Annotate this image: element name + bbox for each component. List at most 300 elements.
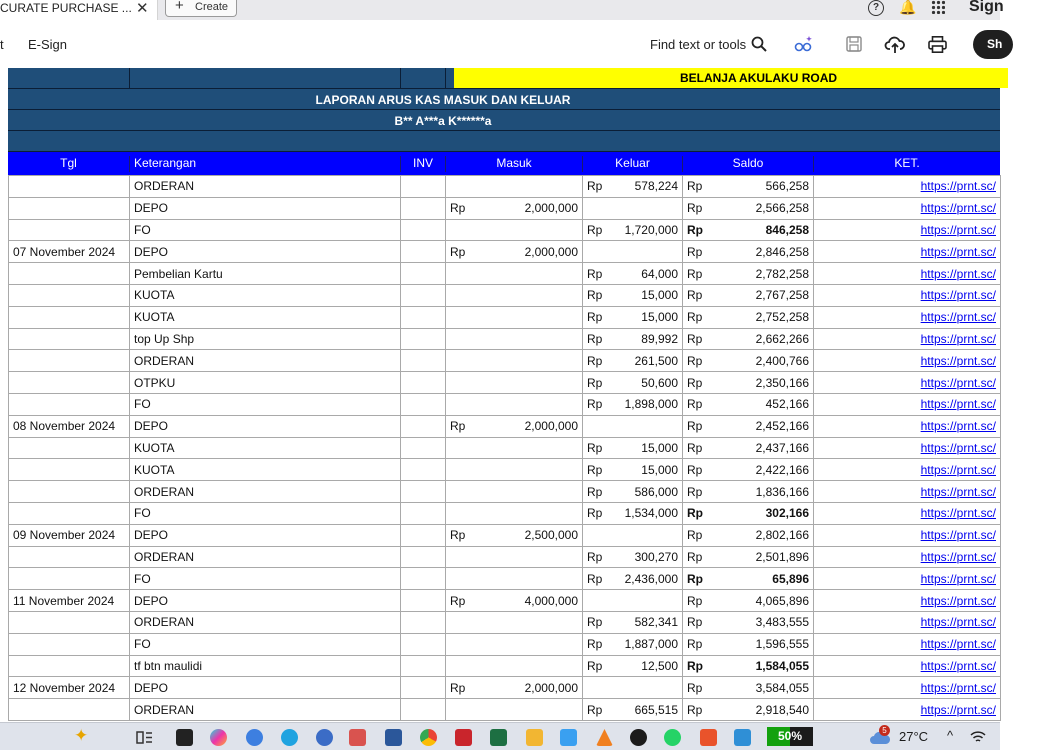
cell-keluar-currency: Rp: [583, 306, 619, 328]
cell-masuk[interactable]: 2,000,000: [482, 197, 583, 219]
menu-item-esign[interactable]: E-Sign: [28, 37, 68, 52]
cell-masuk-currency: Rp: [446, 241, 482, 263]
cell-ket[interactable]: [814, 502, 1001, 524]
cell-masuk-currency: Rp: [446, 524, 482, 546]
app-orange-icon[interactable]: [700, 729, 717, 746]
cell-saldo-currency: Rp: [683, 524, 721, 546]
cell-saldo[interactable]: 2,452,166: [721, 415, 814, 437]
cell-saldo[interactable]: 2,400,766: [721, 350, 814, 372]
screenshot-link[interactable]: https://prnt.sc/: [920, 484, 996, 499]
cell-ket[interactable]: [814, 633, 1001, 655]
cell-masuk[interactable]: 2,000,000: [482, 415, 583, 437]
cell-masuk-currency: [446, 306, 482, 328]
cell-keterangan[interactable]: ORDERAN: [130, 481, 401, 503]
cell-saldo-currency: Rp: [683, 350, 721, 372]
cell-saldo[interactable]: 2,782,258: [721, 263, 814, 285]
sign-in-link[interactable]: Sign: [969, 0, 1004, 15]
cell-keterangan[interactable]: tf btn maulidi: [130, 655, 401, 677]
cell-inv[interactable]: [401, 481, 446, 503]
cell-inv[interactable]: [401, 328, 446, 350]
cell-keterangan[interactable]: FO: [130, 633, 401, 655]
screenshot-link[interactable]: https://prnt.sc/: [920, 397, 996, 412]
column-header-inv: INV: [400, 156, 445, 172]
cell-tgl[interactable]: 09 November 2024: [9, 524, 130, 546]
cell-ket[interactable]: [814, 590, 1001, 612]
share-button-label: Sh: [987, 37, 1003, 51]
app-red-icon[interactable]: [349, 729, 366, 746]
table-row: [9, 459, 1001, 481]
table-row: [9, 241, 1001, 263]
cell-tgl[interactable]: [9, 263, 130, 285]
cell-keluar[interactable]: [619, 524, 683, 546]
cell-keluar[interactable]: 15,000: [619, 459, 683, 481]
find-tools-label[interactable]: Find text or tools: [650, 37, 747, 52]
task-view-icon[interactable]: [136, 729, 153, 746]
screenshot-link[interactable]: https://prnt.sc/: [920, 506, 996, 521]
cell-saldo[interactable]: 2,437,166: [721, 437, 814, 459]
cell-tgl[interactable]: [9, 611, 130, 633]
screenshot-link[interactable]: https://prnt.sc/: [920, 658, 996, 673]
media-player-icon[interactable]: [630, 729, 647, 746]
cell-tgl[interactable]: [9, 655, 130, 677]
ai-assistant-icon[interactable]: [794, 35, 814, 54]
cell-inv[interactable]: [401, 611, 446, 633]
banner-title: BELANJA AKULAKU ROAD: [679, 71, 838, 85]
cell-ket[interactable]: [814, 459, 1001, 481]
table-row: [9, 502, 1001, 524]
cell-masuk-currency: [446, 328, 482, 350]
cell-keterangan[interactable]: ORDERAN: [130, 176, 401, 198]
cell-keluar[interactable]: 15,000: [619, 306, 683, 328]
cell-ket[interactable]: [814, 306, 1001, 328]
cell-tgl[interactable]: [9, 633, 130, 655]
cell-inv[interactable]: [401, 633, 446, 655]
cell-saldo[interactable]: 65,896: [721, 568, 814, 590]
cell-saldo[interactable]: 566,258: [721, 176, 814, 198]
table-row: [9, 306, 1001, 328]
cloud-upload-icon[interactable]: [885, 35, 905, 54]
cell-saldo[interactable]: 1,836,166: [721, 481, 814, 503]
photos-icon[interactable]: [734, 729, 751, 746]
cell-keterangan[interactable]: KUOTA: [130, 306, 401, 328]
print-icon[interactable]: [928, 36, 947, 53]
screenshot-link[interactable]: https://prnt.sc/: [920, 244, 996, 259]
screenshot-link[interactable]: https://prnt.sc/: [920, 549, 996, 564]
cell-tgl[interactable]: [9, 437, 130, 459]
cell-inv[interactable]: [401, 699, 446, 721]
cell-keterangan[interactable]: FO: [130, 502, 401, 524]
battery-indicator[interactable]: [767, 727, 813, 746]
column-divider: [445, 68, 446, 89]
cell-ket[interactable]: [814, 437, 1001, 459]
screenshot-link[interactable]: https://prnt.sc/: [920, 310, 996, 325]
cell-saldo-currency: Rp: [683, 328, 721, 350]
internet-explorer-icon[interactable]: [281, 729, 298, 746]
cell-keluar-currency: Rp: [583, 459, 619, 481]
cell-saldo-currency: Rp: [683, 611, 721, 633]
cell-keluar[interactable]: 1,534,000: [619, 502, 683, 524]
screenshot-link[interactable]: https://prnt.sc/: [920, 440, 996, 455]
cell-masuk[interactable]: 2,000,000: [482, 677, 583, 699]
cell-keluar[interactable]: [619, 241, 683, 263]
cell-saldo[interactable]: 302,166: [721, 502, 814, 524]
table-row: [9, 372, 1001, 394]
cell-keterangan[interactable]: DEPO: [130, 415, 401, 437]
table-row: [9, 415, 1001, 437]
cell-inv[interactable]: [401, 590, 446, 612]
cell-saldo[interactable]: 2,802,166: [721, 524, 814, 546]
cell-ket[interactable]: [814, 393, 1001, 415]
banner-highlight: [454, 68, 1008, 88]
screenshot-link[interactable]: https://prnt.sc/: [920, 353, 996, 368]
cell-saldo-currency: Rp: [683, 372, 721, 394]
screenshot-link[interactable]: https://prnt.sc/: [920, 179, 996, 194]
screenshot-link[interactable]: https://prnt.sc/: [920, 331, 996, 346]
create-button[interactable]: [165, 0, 237, 17]
cell-masuk-currency: [446, 633, 482, 655]
cell-tgl[interactable]: [9, 197, 130, 219]
cell-tgl[interactable]: [9, 502, 130, 524]
cell-saldo-currency: Rp: [683, 415, 721, 437]
cell-saldo[interactable]: 2,662,266: [721, 328, 814, 350]
apps-grid-icon[interactable]: [931, 0, 945, 14]
file-explorer-icon[interactable]: [526, 729, 543, 746]
cell-tgl[interactable]: [9, 350, 130, 372]
cell-ket[interactable]: [814, 611, 1001, 633]
cell-inv[interactable]: [401, 372, 446, 394]
cell-ket[interactable]: [814, 655, 1001, 677]
cell-masuk[interactable]: 2,500,000: [482, 524, 583, 546]
menu-item-partial[interactable]: t: [0, 37, 4, 52]
cell-keluar[interactable]: 89,992: [619, 328, 683, 350]
screenshot-link[interactable]: https://prnt.sc/: [920, 637, 996, 652]
cell-keluar[interactable]: 300,270: [619, 546, 683, 568]
cell-ket[interactable]: [814, 699, 1001, 721]
temperature-text[interactable]: 27°C: [899, 729, 929, 744]
cell-keluar[interactable]: 1,898,000: [619, 393, 683, 415]
cell-tgl[interactable]: [9, 328, 130, 350]
cell-tgl[interactable]: [9, 699, 130, 721]
cell-keluar-currency: Rp: [583, 350, 619, 372]
cell-masuk[interactable]: [482, 611, 583, 633]
cell-keluar[interactable]: 12,500: [619, 655, 683, 677]
cell-masuk[interactable]: [482, 633, 583, 655]
cell-masuk[interactable]: [482, 437, 583, 459]
cell-inv[interactable]: [401, 502, 446, 524]
cell-keterangan[interactable]: ORDERAN: [130, 350, 401, 372]
cell-keluar[interactable]: 1,887,000: [619, 633, 683, 655]
cell-saldo[interactable]: 2,752,258: [721, 306, 814, 328]
notification-badge: 5: [879, 725, 890, 736]
cell-tgl[interactable]: 11 November 2024: [9, 590, 130, 612]
cell-tgl[interactable]: [9, 393, 130, 415]
wifi-icon[interactable]: [970, 729, 986, 745]
cell-tgl[interactable]: [9, 568, 130, 590]
cell-ket[interactable]: [814, 372, 1001, 394]
cell-masuk-currency: [446, 263, 482, 285]
table-row: [9, 263, 1001, 285]
cell-masuk-currency: [446, 546, 482, 568]
cell-masuk[interactable]: [482, 393, 583, 415]
cell-ket[interactable]: [814, 176, 1001, 198]
cell-keluar[interactable]: [619, 590, 683, 612]
cell-saldo-currency: Rp: [683, 197, 721, 219]
cell-masuk[interactable]: [482, 568, 583, 590]
screenshot-link[interactable]: https://prnt.sc/: [920, 571, 996, 586]
share-button[interactable]: [973, 30, 1013, 59]
cell-keluar-currency: Rp: [583, 263, 619, 285]
cell-keluar-currency: Rp: [583, 611, 619, 633]
table-row: [9, 284, 1001, 306]
cell-ket[interactable]: [814, 328, 1001, 350]
chevron-up-icon[interactable]: ^: [947, 728, 954, 743]
cell-keluar[interactable]: 586,000: [619, 481, 683, 503]
cell-keterangan[interactable]: FO: [130, 219, 401, 241]
cell-keterangan[interactable]: OTPKU: [130, 372, 401, 394]
cell-keluar-currency: Rp: [583, 633, 619, 655]
cell-keluar-currency: [583, 677, 619, 699]
cell-tgl[interactable]: [9, 306, 130, 328]
cell-keluar[interactable]: 15,000: [619, 284, 683, 306]
plus-icon: +: [175, 0, 184, 14]
cell-keterangan[interactable]: DEPO: [130, 197, 401, 219]
cell-inv[interactable]: [401, 655, 446, 677]
cell-tgl[interactable]: [9, 372, 130, 394]
cell-saldo[interactable]: 2,566,258: [721, 197, 814, 219]
table-row: [9, 655, 1001, 677]
excel-icon[interactable]: [490, 729, 507, 746]
cell-ket[interactable]: [814, 546, 1001, 568]
cell-keterangan[interactable]: KUOTA: [130, 459, 401, 481]
save-icon[interactable]: [846, 36, 862, 52]
cell-ket[interactable]: [814, 568, 1001, 590]
screenshot-link[interactable]: https://prnt.sc/: [920, 266, 996, 281]
cell-keluar[interactable]: 582,341: [619, 611, 683, 633]
cell-keterangan[interactable]: ORDERAN: [130, 699, 401, 721]
cell-tgl[interactable]: [9, 284, 130, 306]
cell-inv[interactable]: [401, 568, 446, 590]
cell-masuk-currency: [446, 393, 482, 415]
cell-saldo[interactable]: 2,767,258: [721, 284, 814, 306]
search-icon[interactable]: [751, 36, 767, 52]
cell-masuk[interactable]: 4,000,000: [482, 590, 583, 612]
cell-masuk[interactable]: [482, 481, 583, 503]
cell-ket[interactable]: [814, 415, 1001, 437]
cell-keluar[interactable]: 665,515: [619, 699, 683, 721]
screenshot-link[interactable]: https://prnt.sc/: [920, 419, 996, 434]
word-icon[interactable]: [385, 729, 402, 746]
cell-keterangan[interactable]: top Up Shp: [130, 328, 401, 350]
cell-inv[interactable]: [401, 350, 446, 372]
cell-keterangan[interactable]: DEPO: [130, 590, 401, 612]
cell-masuk[interactable]: [482, 176, 583, 198]
app-files-icon[interactable]: [560, 729, 577, 746]
cell-saldo[interactable]: 846,258: [721, 219, 814, 241]
cell-keluar[interactable]: 2,436,000: [619, 568, 683, 590]
cell-masuk-currency: Rp: [446, 590, 482, 612]
cell-masuk[interactable]: [482, 372, 583, 394]
cell-inv[interactable]: [401, 524, 446, 546]
cell-saldo-currency: Rp: [683, 677, 721, 699]
cell-saldo[interactable]: 2,501,896: [721, 546, 814, 568]
cell-tgl[interactable]: 12 November 2024: [9, 677, 130, 699]
cell-masuk[interactable]: [482, 655, 583, 677]
cell-ket[interactable]: [814, 241, 1001, 263]
cell-masuk[interactable]: [482, 328, 583, 350]
cell-masuk[interactable]: [482, 263, 583, 285]
cell-inv[interactable]: [401, 415, 446, 437]
cell-keterangan[interactable]: KUOTA: [130, 437, 401, 459]
table-row: [9, 437, 1001, 459]
cell-ket[interactable]: [814, 350, 1001, 372]
cell-saldo-currency: Rp: [683, 481, 721, 503]
cell-keluar[interactable]: 1,720,000: [619, 219, 683, 241]
cell-masuk-currency: [446, 655, 482, 677]
cell-tgl[interactable]: [9, 481, 130, 503]
cell-saldo[interactable]: 1,596,555: [721, 633, 814, 655]
screenshot-link[interactable]: https://prnt.sc/: [920, 615, 996, 630]
cell-masuk[interactable]: [482, 350, 583, 372]
app-e-icon[interactable]: [316, 729, 333, 746]
cell-tgl[interactable]: [9, 459, 130, 481]
cell-keluar[interactable]: [619, 197, 683, 219]
cell-inv[interactable]: [401, 197, 446, 219]
screenshot-link[interactable]: https://prnt.sc/: [920, 222, 996, 237]
screenshot-link[interactable]: https://prnt.sc/: [920, 593, 996, 608]
chrome-icon[interactable]: [420, 729, 437, 746]
cell-saldo[interactable]: 2,422,166: [721, 459, 814, 481]
cell-masuk-currency: [446, 611, 482, 633]
screenshot-link[interactable]: https://prnt.sc/: [920, 702, 996, 717]
cell-keluar[interactable]: [619, 415, 683, 437]
cell-tgl[interactable]: [9, 546, 130, 568]
cell-keterangan[interactable]: DEPO: [130, 524, 401, 546]
screenshot-link[interactable]: https://prnt.sc/: [920, 201, 996, 216]
cell-masuk[interactable]: [482, 306, 583, 328]
copilot-icon[interactable]: [210, 729, 227, 746]
cell-keterangan[interactable]: DEPO: [130, 241, 401, 263]
cell-saldo[interactable]: 2,918,540: [721, 699, 814, 721]
cell-masuk[interactable]: [482, 284, 583, 306]
copilot-sparkle-icon[interactable]: ✦: [74, 726, 89, 745]
cell-tgl[interactable]: [9, 176, 130, 198]
cell-saldo-currency: Rp: [683, 219, 721, 241]
cell-ket[interactable]: [814, 284, 1001, 306]
cell-saldo[interactable]: 2,846,258: [721, 241, 814, 263]
cell-keterangan[interactable]: ORDERAN: [130, 611, 401, 633]
whatsapp-icon[interactable]: [664, 729, 681, 746]
cell-masuk[interactable]: [482, 502, 583, 524]
cell-keluar-currency: Rp: [583, 372, 619, 394]
help-icon[interactable]: ?: [868, 0, 884, 16]
cell-inv[interactable]: [401, 284, 446, 306]
cell-inv[interactable]: [401, 393, 446, 415]
cell-saldo[interactable]: 4,065,896: [721, 590, 814, 612]
report-title-row: [8, 89, 1000, 110]
cell-inv[interactable]: [401, 546, 446, 568]
cell-keluar[interactable]: 64,000: [619, 263, 683, 285]
cell-tgl[interactable]: 07 November 2024: [9, 241, 130, 263]
close-icon[interactable]: ✕: [136, 0, 149, 17]
cell-saldo[interactable]: 3,584,055: [721, 677, 814, 699]
cell-inv[interactable]: [401, 241, 446, 263]
cell-keluar-currency: Rp: [583, 328, 619, 350]
document-tab[interactable]: [0, 0, 158, 20]
screenshot-link[interactable]: https://prnt.sc/: [920, 288, 996, 303]
cell-keterangan[interactable]: FO: [130, 568, 401, 590]
cell-saldo[interactable]: 452,166: [721, 393, 814, 415]
screenshot-link[interactable]: https://prnt.sc/: [920, 375, 996, 390]
cell-keterangan[interactable]: Pembelian Kartu: [130, 263, 401, 285]
cell-keterangan[interactable]: FO: [130, 393, 401, 415]
cell-saldo[interactable]: 2,350,166: [721, 372, 814, 394]
cell-keterangan[interactable]: KUOTA: [130, 284, 401, 306]
table-row: [9, 350, 1001, 372]
cell-keluar[interactable]: 261,500: [619, 350, 683, 372]
cell-inv[interactable]: [401, 219, 446, 241]
column-header-tgl: Tgl: [60, 156, 77, 170]
cell-saldo[interactable]: 1,584,055: [721, 655, 814, 677]
cell-keterangan[interactable]: ORDERAN: [130, 546, 401, 568]
report-title: LAPORAN ARUS KAS MASUK DAN KELUAR: [315, 93, 571, 107]
acrobat-icon[interactable]: [455, 729, 472, 746]
cell-masuk[interactable]: [482, 546, 583, 568]
cell-masuk-currency: [446, 437, 482, 459]
cell-inv[interactable]: [401, 263, 446, 285]
screenshot-link[interactable]: https://prnt.sc/: [920, 462, 996, 477]
cell-keluar-currency: Rp: [583, 437, 619, 459]
screenshot-link[interactable]: https://prnt.sc/: [920, 680, 996, 695]
cell-keluar[interactable]: 50,600: [619, 372, 683, 394]
cell-keterangan[interactable]: DEPO: [130, 677, 401, 699]
cell-keluar[interactable]: [619, 677, 683, 699]
app-b-icon[interactable]: [246, 729, 263, 746]
cell-keluar[interactable]: 578,224: [619, 176, 683, 198]
cell-masuk[interactable]: [482, 219, 583, 241]
cell-ket[interactable]: [814, 677, 1001, 699]
cell-inv[interactable]: [401, 176, 446, 198]
cell-keluar-currency: Rp: [583, 502, 619, 524]
cell-inv[interactable]: [401, 459, 446, 481]
cell-ket[interactable]: [814, 481, 1001, 503]
cell-ket[interactable]: [814, 524, 1001, 546]
widgets-icon[interactable]: [176, 729, 193, 746]
cell-masuk[interactable]: [482, 699, 583, 721]
cell-keluar[interactable]: 15,000: [619, 437, 683, 459]
bell-icon[interactable]: 🔔: [899, 0, 917, 15]
cell-saldo-currency: Rp: [683, 568, 721, 590]
screenshot-link[interactable]: https://prnt.sc/: [920, 528, 996, 543]
cell-inv[interactable]: [401, 437, 446, 459]
cell-masuk-currency: [446, 699, 482, 721]
cell-inv[interactable]: [401, 306, 446, 328]
cell-ket[interactable]: [814, 197, 1001, 219]
cell-ket[interactable]: [814, 219, 1001, 241]
column-header-keluar: Keluar: [582, 156, 682, 172]
table-row: [9, 219, 1001, 241]
cell-masuk[interactable]: 2,000,000: [482, 241, 583, 263]
cell-masuk-currency: [446, 176, 482, 198]
vlc-icon[interactable]: [596, 729, 613, 746]
cell-tgl[interactable]: 08 November 2024: [9, 415, 130, 437]
cell-inv[interactable]: [401, 677, 446, 699]
owner-name: B** A***a K******a: [394, 114, 492, 128]
cell-saldo[interactable]: 3,483,555: [721, 611, 814, 633]
cell-tgl[interactable]: [9, 219, 130, 241]
document-view[interactable]: [0, 68, 1000, 722]
cell-masuk[interactable]: [482, 459, 583, 481]
cell-ket[interactable]: [814, 263, 1001, 285]
